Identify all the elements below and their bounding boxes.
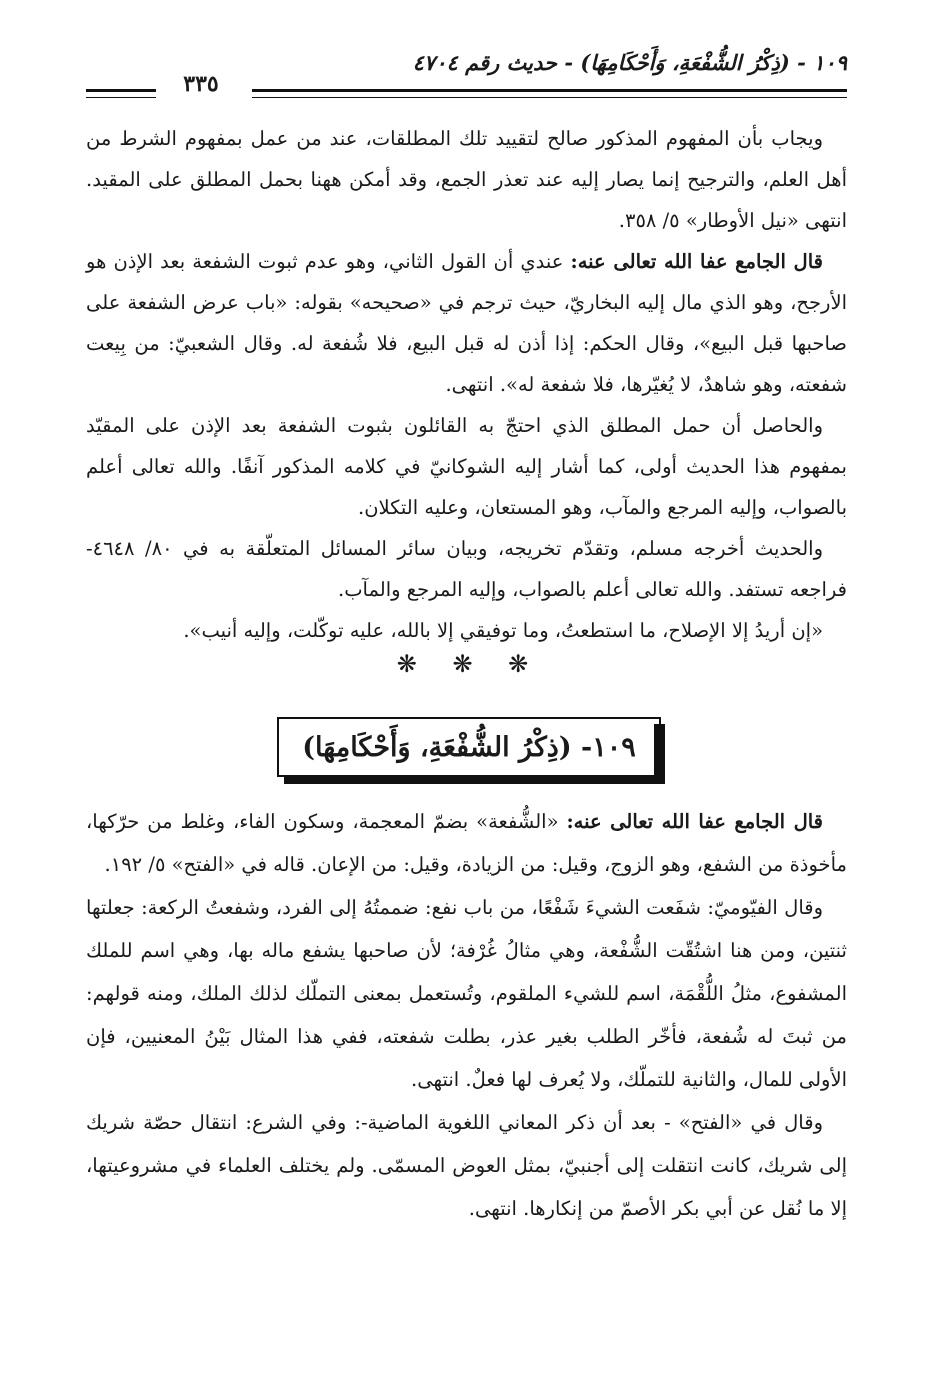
paragraph: «إن أريدُ إلا الإصلاح، ما استطعتُ، وما توفيقي إلا بالله، عليه توكّلت، وإليه أنيب». (183, 619, 823, 642)
paragraph-lead: قال الجامع عفا الله تعالى عنه: (566, 810, 823, 833)
paragraph-lead: قال الجامع عفا الله تعالى عنه: (570, 250, 823, 273)
page-number: ٣٣٥ (183, 71, 219, 97)
section-2-text (86, 800, 847, 1230)
section-separator: ❋ ❋ ❋ (396, 650, 543, 678)
paragraph: قال الجامع عفا الله تعالى عنه: «الشُّفعة» بضمّ المعجمة، وسكون الفاء، وغلط من حرّكها، مأخوذة من الشفع، وهو الزوج، وقيل: من الزيادة، وقيل: من الإعان. قاله في «الفتح» ٥/ ١٩٢. (86, 810, 847, 876)
paragraph: والحاصل أن حمل المطلق الذي احتجّ به القائلون بثبوت الشفعة بعد الإذن على المقيّد بمفهوم هذا الحديث أولى، كما أشار إليه الشوكانيّ في كلامه المذكور آنفًا. والله تعالى أعلم بالصواب، وإليه المرجع والمآب، وهو المستعان، وعليه التكلان. (86, 414, 847, 519)
paragraph: وقال الفيّوميّ: شفَعت الشيءَ شَفْعًا، من باب نفع: ضممتُهُ إلى الفرد، وشفعتُ الركعة: جعلتها ثنتين، ومن هنا اشتُقّت الشُّفْعة، وهي مثالُ غُرْفة؛ لأن صاحبها يشفع ماله بها، وهي اسم للملك المشفوع، مثلُ اللُّقْمَة، اسم للشيء الملقوم، وتُستعمل بمعنى التملّك لذلك الملك، ومنه قولهم: من ثبتَ له شُفعة، فأخّر الطلب بغير عذر، بطلت شفعته، ففي هذا المثال بَيْنُ المعنيين، فإن الأولى للمال، والثانية للتملّك، ولا يُعرف لها فعلٌ. انتهى. (86, 896, 847, 1091)
paragraph: ويجاب بأن المفهوم المذكور صالح لتقييد تلك المطلقات، عند من عمل بمفهوم الشرط من أهل العلم، والترجيح إنما يصار إليه عند تعذر الجمع، وقد أمكن ههنا بحمل المطلق على المقيد. انتهى «نيل الأوطار» ٥/ ٣٥٨. (86, 127, 847, 232)
chapter-box-shadow (284, 776, 665, 784)
page-number-rule (86, 89, 156, 98)
running-header-title: ١٠٩ - (ذِكْرُ الشُّفْعَةِ، وَأَحْكَامِهَا) - حديث رقم ٤٧٠٤ (412, 50, 847, 75)
section-1-text (86, 118, 847, 651)
paragraph: وقال في «الفتح» - بعد أن ذكر المعاني اللغوية الماضية-: وفي الشرع: انتقال حصّة شريك إلى شريك، كانت انتقلت إلى أجنبيّ، بمثل العوض المسمّى. ولم يختلف العلماء في مشروعيتها، إلا ما نُقل عن أبي بكر الأصمّ من إنكارها. انتهى. (86, 1111, 847, 1220)
chapter-title: ١٠٩- (ذِكْرُ الشُّفْعَةِ، وَأَحْكَامِهَا) (302, 731, 636, 763)
paragraph: قال الجامع عفا الله تعالى عنه: عندي أن القول الثاني، وهو عدم ثبوت الشفعة بعد الإذن هو الأرجح، وهو الذي مال إليه البخاريّ، حيث ترجم في «صحيحه» بقوله: «باب عرض الشفعة على صاحبها قبل البيع»، وقال الحكم: إذا أذن له قبل البيع، فلا شُفعة له. وقال الشعبيّ: من بِيعت شفعته، وهو شاهدٌ، لا يُغيّرها، فلا شفعة له». انتهى. (86, 250, 847, 396)
header-rule (252, 89, 847, 98)
paragraph: والحديث أخرجه مسلم، وتقدّم تخريجه، وبيان سائر المسائل المتعلّقة به في ٨٠/ ٤٦٤٨- فراجعه تستفد. والله تعالى أعلم بالصواب، وإليه المرجع والمآب. (86, 537, 847, 601)
